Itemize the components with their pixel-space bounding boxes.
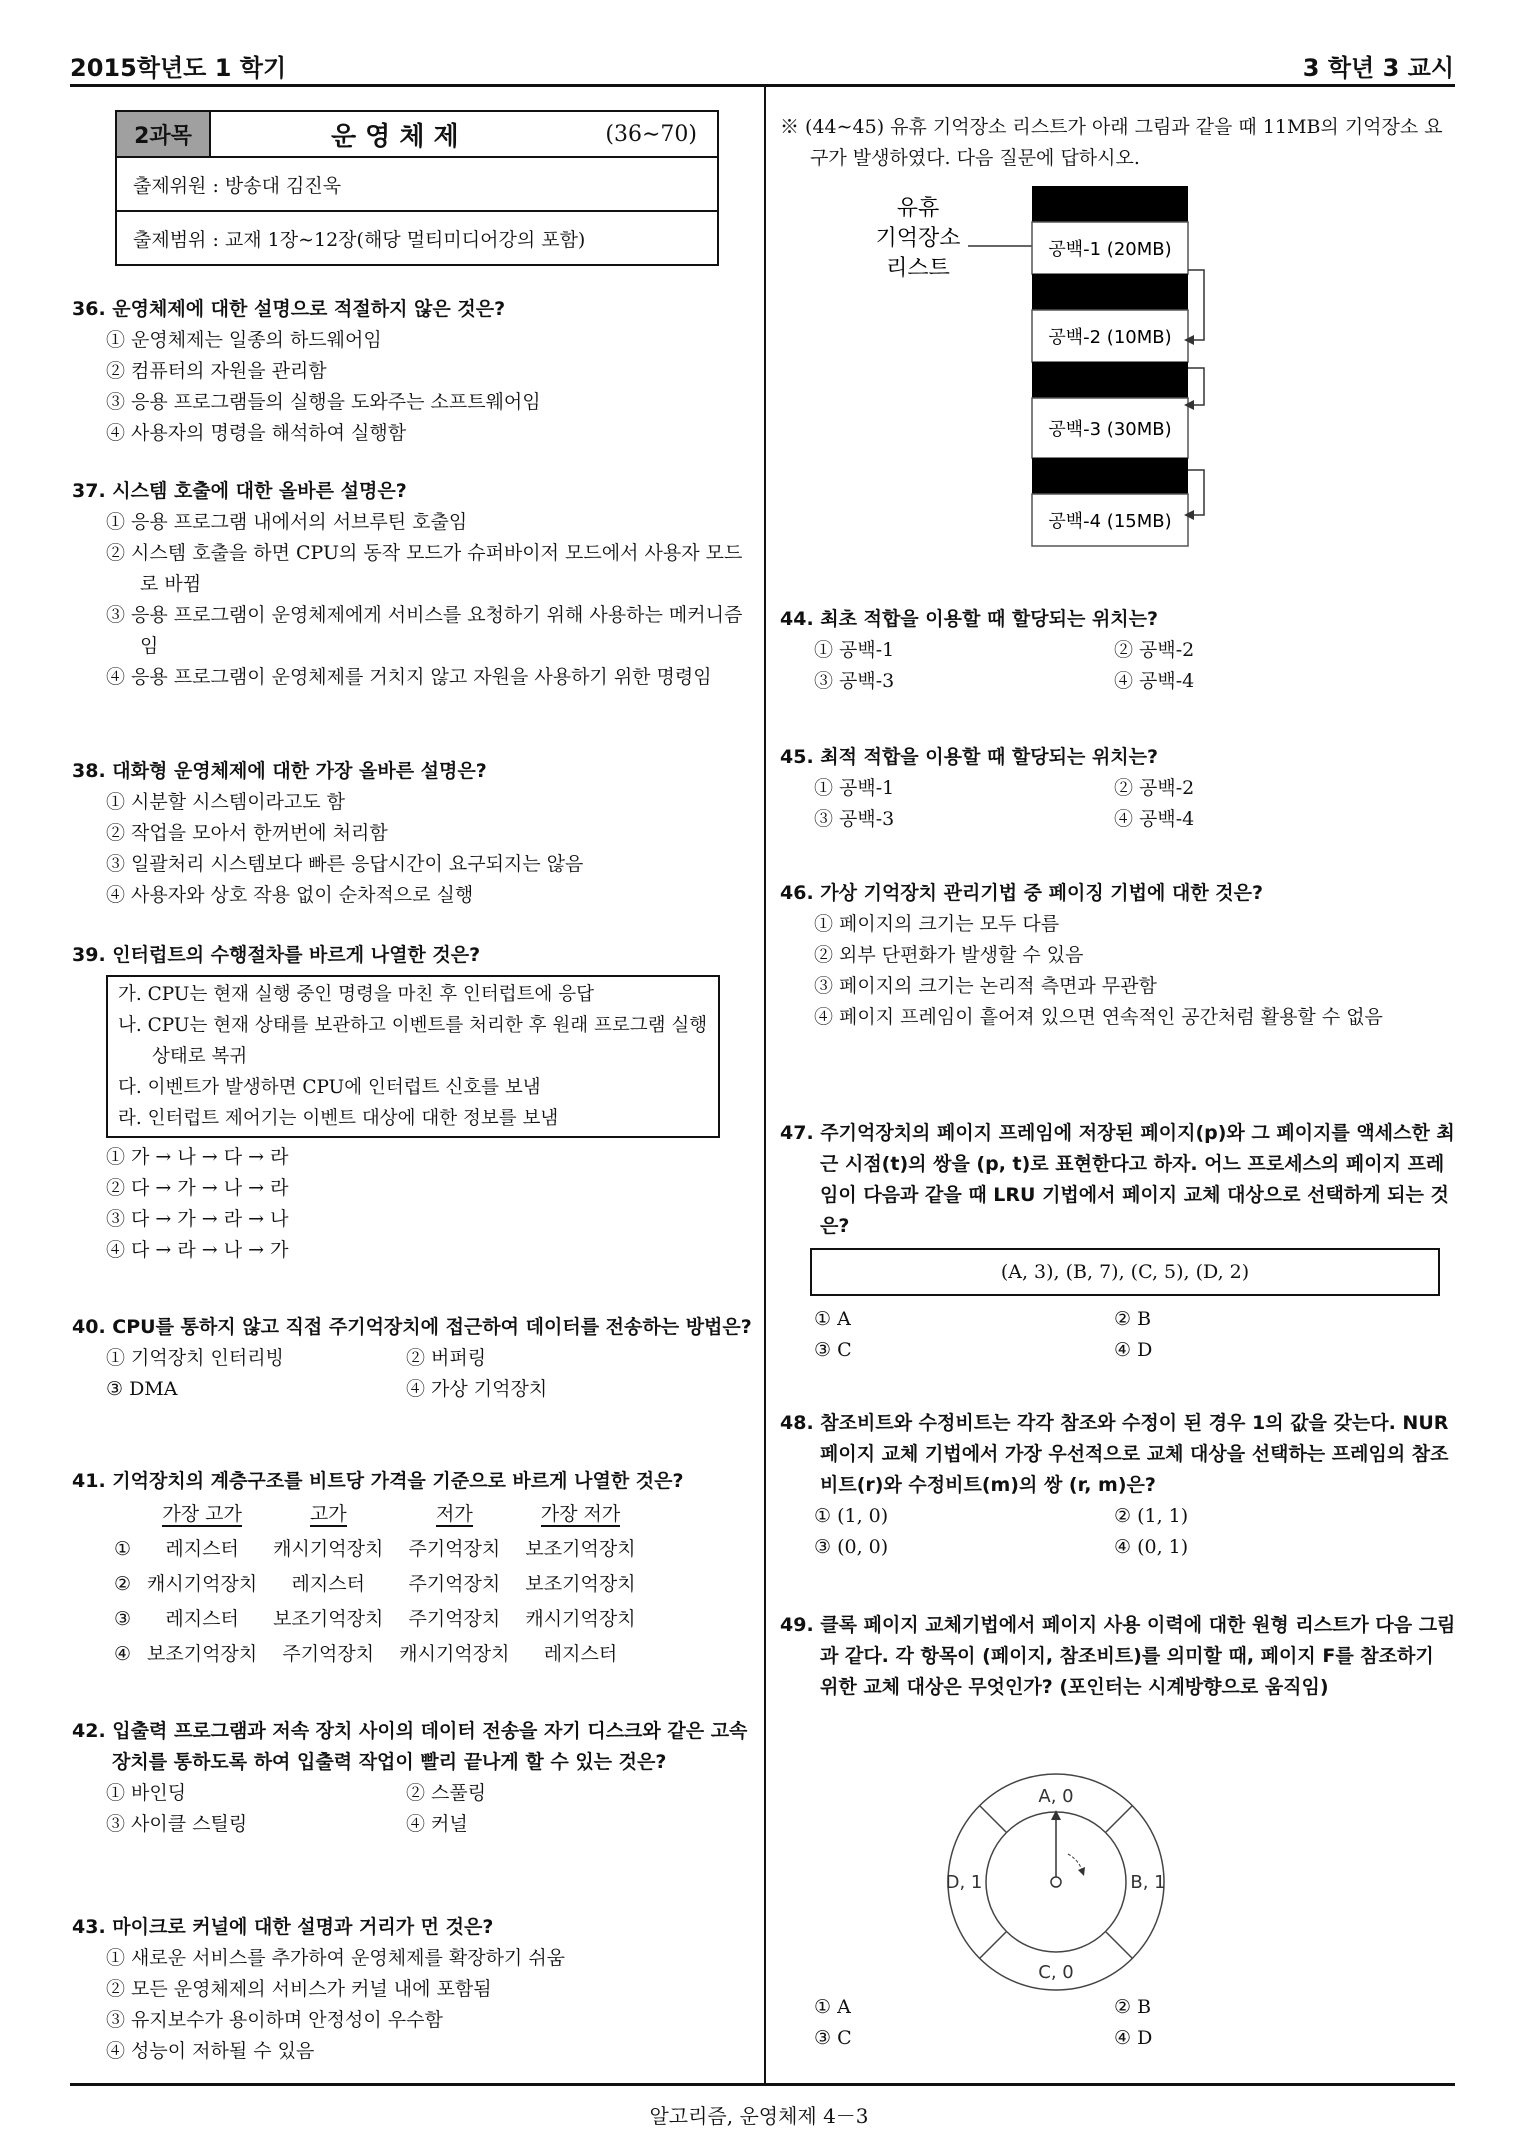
header-cheapest: 가장 저가	[540, 1503, 621, 1525]
segment-divider	[1106, 1806, 1132, 1832]
pointer-pivot	[1051, 1877, 1061, 1887]
option-1[interactable]: ① 기억장치 인터리빙	[106, 1347, 284, 1369]
header-cheap: 저가	[436, 1503, 473, 1525]
column-divider	[764, 85, 766, 2083]
question-40	[72, 1312, 752, 1405]
option-2[interactable]: ② B	[1114, 1996, 1152, 2018]
question-45	[780, 742, 1456, 835]
table-row[interactable]: ③ 레지스터 보조기억장치 주기억장치 캐시기억장치	[114, 1608, 636, 1630]
subject-scope: 출제범위 : 교재 1장∼12장(해당 멀티미디어강의 포함)	[133, 228, 586, 251]
option-3[interactable]: ③ 공백-3	[814, 670, 895, 692]
question-37	[72, 476, 752, 693]
clock-entry-d: D, 1	[945, 1872, 983, 1893]
table-row[interactable]: ① 레지스터 캐시기억장치 주기억장치 보조기억장치	[114, 1538, 636, 1560]
option-3[interactable]: ③ DMA	[106, 1378, 178, 1400]
option-4[interactable]: ④ 페이지 프레임이 흩어져 있으면 연속적인 공간처럼 활용할 수 없음	[814, 1006, 1383, 1028]
footer-rule	[70, 2083, 1455, 2086]
option-3[interactable]: ③ 응용 프로그램이 운영체제에게 서비스를 요청하기 위해 사용하는 메커니즘임	[106, 604, 743, 657]
option-4[interactable]: ④ 커널	[406, 1813, 468, 1835]
question-39	[72, 940, 752, 1266]
page-footer: 알고리즘, 운영체제 4－3	[649, 2104, 869, 2128]
question-title: 43. 마이크로 커널에 대한 설명과 거리가 먼 것은?	[72, 1916, 494, 1938]
question-42	[72, 1716, 752, 1840]
table-row[interactable]: ④ 보조기억장치 주기억장치 캐시기억장치 레지스터	[114, 1643, 618, 1665]
question-48	[780, 1408, 1456, 1563]
option-4[interactable]: ④ 가상 기억장치	[406, 1378, 548, 1400]
question-49	[780, 1610, 1456, 1703]
table-row[interactable]: ② 캐시기억장치 레지스터 주기억장치 보조기억장치	[114, 1573, 636, 1595]
exam-year-semester: 2015학년도 1 학기	[70, 54, 287, 82]
question-title: 38. 대화형 운영체제에 대한 가장 올바른 설명은?	[72, 760, 487, 782]
allocated-block	[1032, 362, 1188, 398]
link-arrow-3	[1188, 470, 1204, 515]
list-label-1: 유휴	[896, 196, 940, 221]
question-47	[780, 1118, 1456, 1366]
option-4[interactable]: ④ 공백-4	[1114, 670, 1195, 692]
option-4[interactable]: ④ 성능이 저하될 수 있음	[106, 2040, 315, 2062]
option-2[interactable]: ② 버퍼링	[406, 1347, 487, 1369]
question-title: 47. 주기억장치의 페이지 프레임에 저장된 페이지(p)와 그 페이지를 액세스한 최근 시점(t)의 쌍을 (p, t)로 표현한다고 하자. 어느 프로세스의 페이지 프레임이 다음과 같을 때 LRU 기법에서 페이지 교체 대상으로 선택하게 되는 것은?	[780, 1122, 1455, 1237]
option-3[interactable]: ③ 다 → 가 → 라 → 나	[106, 1208, 289, 1230]
question-43	[72, 1912, 752, 2067]
header-rule	[70, 84, 1455, 87]
option-4[interactable]: ④ 다 → 라 → 나 → 가	[106, 1239, 289, 1261]
question-44	[780, 604, 1456, 697]
option-1[interactable]: ① A	[814, 1308, 851, 1330]
question-title: 44. 최초 적합을 이용할 때 할당되는 위치는?	[780, 608, 1159, 630]
option-3[interactable]: ③ 사이클 스틸링	[106, 1813, 248, 1835]
option-4[interactable]: ④ 사용자와 상호 작용 없이 순차적으로 실행	[106, 884, 474, 906]
clock-entry-c: C, 0	[1038, 1962, 1074, 1983]
option-3[interactable]: ③ 일괄처리 시스템보다 빠른 응답시간이 요구되지는 않음	[106, 853, 584, 875]
question-38	[72, 756, 752, 911]
page-frame-box: (A, 3), (B, 7), (C, 5), (D, 2)	[810, 1248, 1440, 1296]
question-title: 42. 입출력 프로그램과 저속 장치 사이의 데이터 전송을 자기 디스크와 같은 고속 장치를 통하도록 하여 입출력 작업이 빨리 끝나게 할 수 있는 것은?	[72, 1720, 748, 1773]
header-expensive: 고가	[309, 1503, 347, 1525]
question-49-options	[780, 1992, 1456, 2054]
header-most-expensive: 가장 고가	[162, 1503, 242, 1525]
allocated-block	[1032, 186, 1188, 222]
option-3[interactable]: ③ 유지보수가 용이하며 안정성이 우수함	[106, 2009, 443, 2031]
option-2[interactable]: ② 모든 운영체제의 서비스가 커널 내에 포함됨	[106, 1978, 492, 2000]
question-title: 49. 클록 페이지 교체기법에서 페이지 사용 이력에 대한 원형 리스트가 다음 그림과 같다. 각 항목이 (페이지, 참조비트)를 의미할 때, 페이지 F를 참조하기 위한 교체 대상은 무엇인가? (포인터는 시계방향으로 움직임)	[780, 1614, 1456, 1698]
option-4[interactable]: ④ 공백-4	[1114, 808, 1195, 830]
arrow-head	[1078, 1867, 1085, 1876]
clock-entry-a: A, 0	[1038, 1786, 1074, 1807]
free-block-3-label: 공백-3 (30MB)	[1048, 419, 1172, 440]
option-3[interactable]: ③ 페이지의 크기는 논리적 측면과 무관함	[814, 975, 1157, 997]
question-title: 36. 운영체제에 대한 설명으로 적절하지 않은 것은?	[72, 298, 506, 320]
option-3[interactable]: ③ 공백-3	[814, 808, 895, 830]
allocated-block	[1032, 274, 1188, 310]
question-46	[780, 878, 1456, 1033]
option-4[interactable]: ④ D	[1114, 1339, 1153, 1361]
note-text: ※ (44∼45) 유휴 기억장소 리스트가 아래 그림과 같을 때 11MB의 기억장소 요구가 발생하였다. 다음 질문에 답하시오.	[780, 116, 1443, 169]
grade-period: 3 학년 3 교시	[1302, 54, 1454, 82]
question-range: (36∼70)	[605, 121, 697, 147]
link-arrow-2	[1188, 368, 1204, 405]
option-2[interactable]: ② 컴퓨터의 자원을 관리함	[106, 360, 327, 382]
option-1[interactable]: ① 새로운 서비스를 추가하여 운영체제를 확장하기 쉬움	[106, 1947, 566, 1969]
option-4[interactable]: ④ 사용자의 명령을 해석하여 실행함	[106, 422, 407, 444]
option-2[interactable]: ② (1, 1)	[1114, 1505, 1189, 1527]
option-4[interactable]: ④ D	[1114, 2027, 1153, 2049]
option-1[interactable]: ① 시분할 시스템이라고도 함	[106, 791, 346, 813]
memory-hierarchy-table	[106, 1497, 644, 1672]
option-3[interactable]: ③ (0, 0)	[814, 1536, 889, 1558]
option-1[interactable]: ① 공백-1	[814, 639, 895, 661]
question-title: 41. 기억장치의 계층구조를 비트당 가격을 기준으로 바르게 나열한 것은?	[72, 1470, 684, 1492]
subject-author: 출제위원 : 방송대 김진욱	[117, 158, 717, 212]
option-1[interactable]: ① 공백-1	[814, 777, 895, 799]
subject-label: 2과목	[117, 112, 211, 156]
step-da: 다. 이벤트가 발생하면 CPU에 인터럽트 신호를 보냄	[118, 1077, 541, 1098]
option-4[interactable]: ④ (0, 1)	[1114, 1536, 1189, 1558]
option-2[interactable]: ② 다 → 가 → 나 → 라	[106, 1177, 289, 1199]
option-1[interactable]: ① (1, 0)	[814, 1505, 889, 1527]
option-2[interactable]: ② 작업을 모아서 한꺼번에 처리함	[106, 822, 388, 844]
option-3[interactable]: ③ C	[814, 2027, 852, 2049]
subject-title: 운 영 체 제	[331, 121, 459, 152]
option-2[interactable]: ② 스풀링	[406, 1782, 487, 1804]
option-2[interactable]: ② 공백-2	[1114, 777, 1195, 799]
step-na: 나. CPU는 현재 상태를 보관하고 이벤트를 처리한 후 원래 프로그램 실행 상태로 복귀	[118, 1015, 708, 1067]
option-1[interactable]: ① 페이지의 크기는 모두 다름	[814, 913, 1060, 935]
clock-diagram	[936, 1762, 1176, 2002]
step-ra: 라. 인터럽트 제어기는 이벤트 대상에 대한 정보를 보냄	[118, 1108, 559, 1129]
option-2[interactable]: ② 외부 단편화가 발생할 수 있음	[814, 944, 1084, 966]
option-1[interactable]: ① 가 → 나 → 다 → 라	[106, 1146, 289, 1168]
option-3[interactable]: ③ 응용 프로그램들의 실행을 도와주는 소프트웨어임	[106, 391, 541, 413]
question-title: 45. 최적 적합을 이용할 때 할당되는 위치는?	[780, 746, 1159, 768]
question-title: 40. CPU를 통하지 않고 직접 주기억장치에 접근하여 데이터를 전송하는 방법은?	[72, 1316, 752, 1338]
note-44-45	[780, 112, 1456, 174]
list-label-2: 기억장소	[875, 226, 961, 251]
free-block-2-label: 공백-2 (10MB)	[1048, 327, 1172, 348]
steps-box	[106, 975, 720, 1138]
allocated-block	[1032, 458, 1188, 494]
option-4[interactable]: ④ 응용 프로그램이 운영체제를 거치지 않고 자원을 사용하기 위한 명령임	[106, 666, 712, 688]
question-title: 39. 인터럽트의 수행절차를 바르게 나열한 것은?	[72, 944, 481, 966]
option-1[interactable]: ① A	[814, 1996, 851, 2018]
option-1[interactable]: ① 바인딩	[106, 1782, 187, 1804]
question-36	[72, 294, 752, 449]
clock-entry-b: B, 1	[1130, 1872, 1166, 1893]
segment-divider	[1106, 1932, 1132, 1958]
question-41	[72, 1466, 752, 1672]
segment-divider	[980, 1806, 1006, 1832]
option-2[interactable]: ② 공백-2	[1114, 639, 1195, 661]
segment-divider	[980, 1932, 1006, 1958]
step-ga: 가. CPU는 현재 실행 중인 명령을 마친 후 인터럽트에 응답	[118, 984, 594, 1005]
list-label-3: 리스트	[886, 256, 950, 281]
free-block-1-label: 공백-1 (20MB)	[1048, 239, 1172, 260]
free-list-diagram	[850, 180, 1210, 580]
option-2[interactable]: ② B	[1114, 1308, 1152, 1330]
option-1[interactable]: ① 운영체제는 일종의 하드웨어임	[106, 329, 382, 351]
free-block-4-label: 공백-4 (15MB)	[1048, 511, 1172, 532]
option-1[interactable]: ① 응용 프로그램 내에서의 서브루틴 호출임	[106, 511, 468, 533]
question-title: 46. 가상 기억장치 관리기법 중 페이징 기법에 대한 것은?	[780, 882, 1264, 904]
clockwise-indicator	[1068, 1854, 1082, 1870]
option-2[interactable]: ② 시스템 호출을 하면 CPU의 동작 모드가 슈퍼바이저 모드에서 사용자 모드로 바뀜	[106, 542, 743, 595]
option-3[interactable]: ③ C	[814, 1339, 852, 1361]
subject-box	[115, 110, 719, 266]
question-title: 37. 시스템 호출에 대한 올바른 설명은?	[72, 480, 407, 502]
question-title: 48. 참조비트와 수정비트는 각각 참조와 수정이 된 경우 1의 값을 갖는다. NUR 페이지 교체 기법에서 가장 우선적으로 교체 대상을 선택하는 프레임의 참조비트(r)와 수정비트(m)의 쌍 (r, m)은?	[780, 1412, 1449, 1496]
link-arrow-1	[1188, 270, 1204, 340]
